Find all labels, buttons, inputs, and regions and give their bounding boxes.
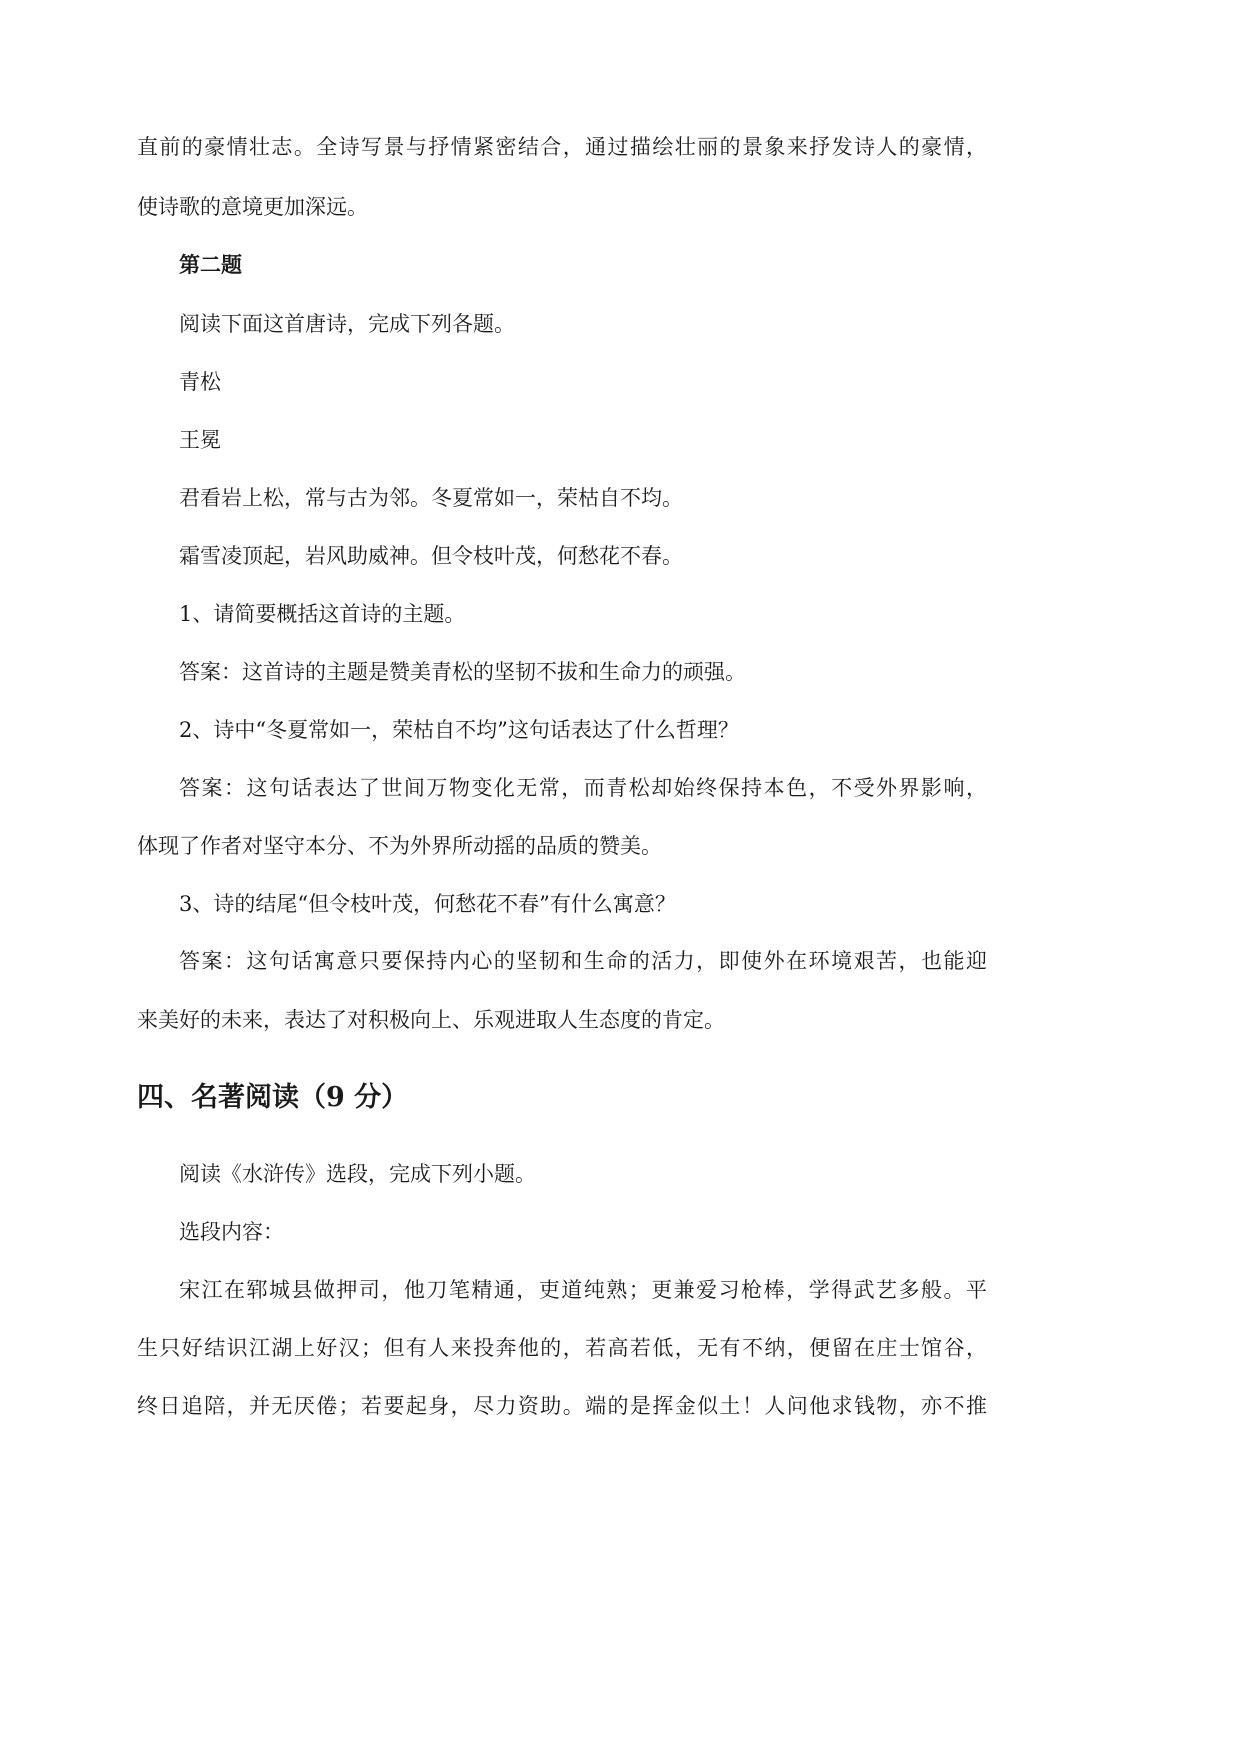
section-subtitle: 第二题 bbox=[179, 252, 242, 277]
question-3: 3、诗的结尾“但令枝叶茂，何愁花不春”有什么寓意？ bbox=[179, 892, 676, 916]
answer-1: 答案：这首诗的主题是赞美青松的坚韧不拔和生命力的顽强。 bbox=[179, 660, 746, 684]
answer-3: 答案：这句话寓意只要保持内心的坚韧和生命的活力，即使外在环境艰苦，也能迎 bbox=[179, 949, 987, 973]
question-2: 2、诗中“冬夏常如一，荣枯自不均”这句话表达了什么哲理？ bbox=[179, 718, 739, 742]
poem-author: 王冕 bbox=[179, 428, 221, 452]
poem-title: 青松 bbox=[179, 370, 221, 394]
excerpt-line: 终日追陪，并无厌倦；若要起身，尽力资助。端的是挥金似土！人问他求钱物，亦不推 bbox=[137, 1394, 987, 1418]
instruction-text: 阅读《水浒传》选段，完成下列小题。 bbox=[179, 1162, 536, 1186]
answer-2: 答案：这句话表达了世间万物变化无常，而青松却始终保持本色，不受外界影响， bbox=[179, 776, 987, 800]
paragraph-line: 使诗歌的意境更加深远。 bbox=[137, 195, 368, 219]
poem-verse: 霜雪凌顶起，岩风助威神。但令枝叶茂，何愁花不春。 bbox=[179, 544, 683, 568]
paragraph-line: 直前的豪情壮志。全诗写景与抒情紧密结合，通过描绘壮丽的景象来抒发诗人的豪情， bbox=[137, 135, 987, 159]
excerpt-label: 选段内容： bbox=[179, 1220, 284, 1244]
instruction-text: 阅读下面这首唐诗，完成下列各题。 bbox=[179, 312, 515, 336]
excerpt-line: 生只好结识江湖上好汉；但有人来投奔他的，若高若低，无有不纳，便留在庄士馆谷， bbox=[137, 1336, 987, 1360]
answer-3-cont: 来美好的未来，表达了对积极向上、乐观进取人生态度的肯定。 bbox=[137, 1008, 725, 1032]
question-1: 1、请简要概括这首诗的主题。 bbox=[179, 602, 466, 626]
section-heading: 四、名著阅读（9 分） bbox=[137, 1082, 409, 1113]
excerpt-line: 宋江在郓城县做押司，他刀笔精通，吏道纯熟；更兼爱习枪棒，学得武艺多般。平 bbox=[179, 1278, 987, 1302]
answer-2-cont: 体现了作者对坚守本分、不为外界所动摇的品质的赞美。 bbox=[137, 834, 662, 858]
poem-verse: 君看岩上松，常与古为邻。冬夏常如一，荣枯自不均。 bbox=[179, 486, 683, 510]
